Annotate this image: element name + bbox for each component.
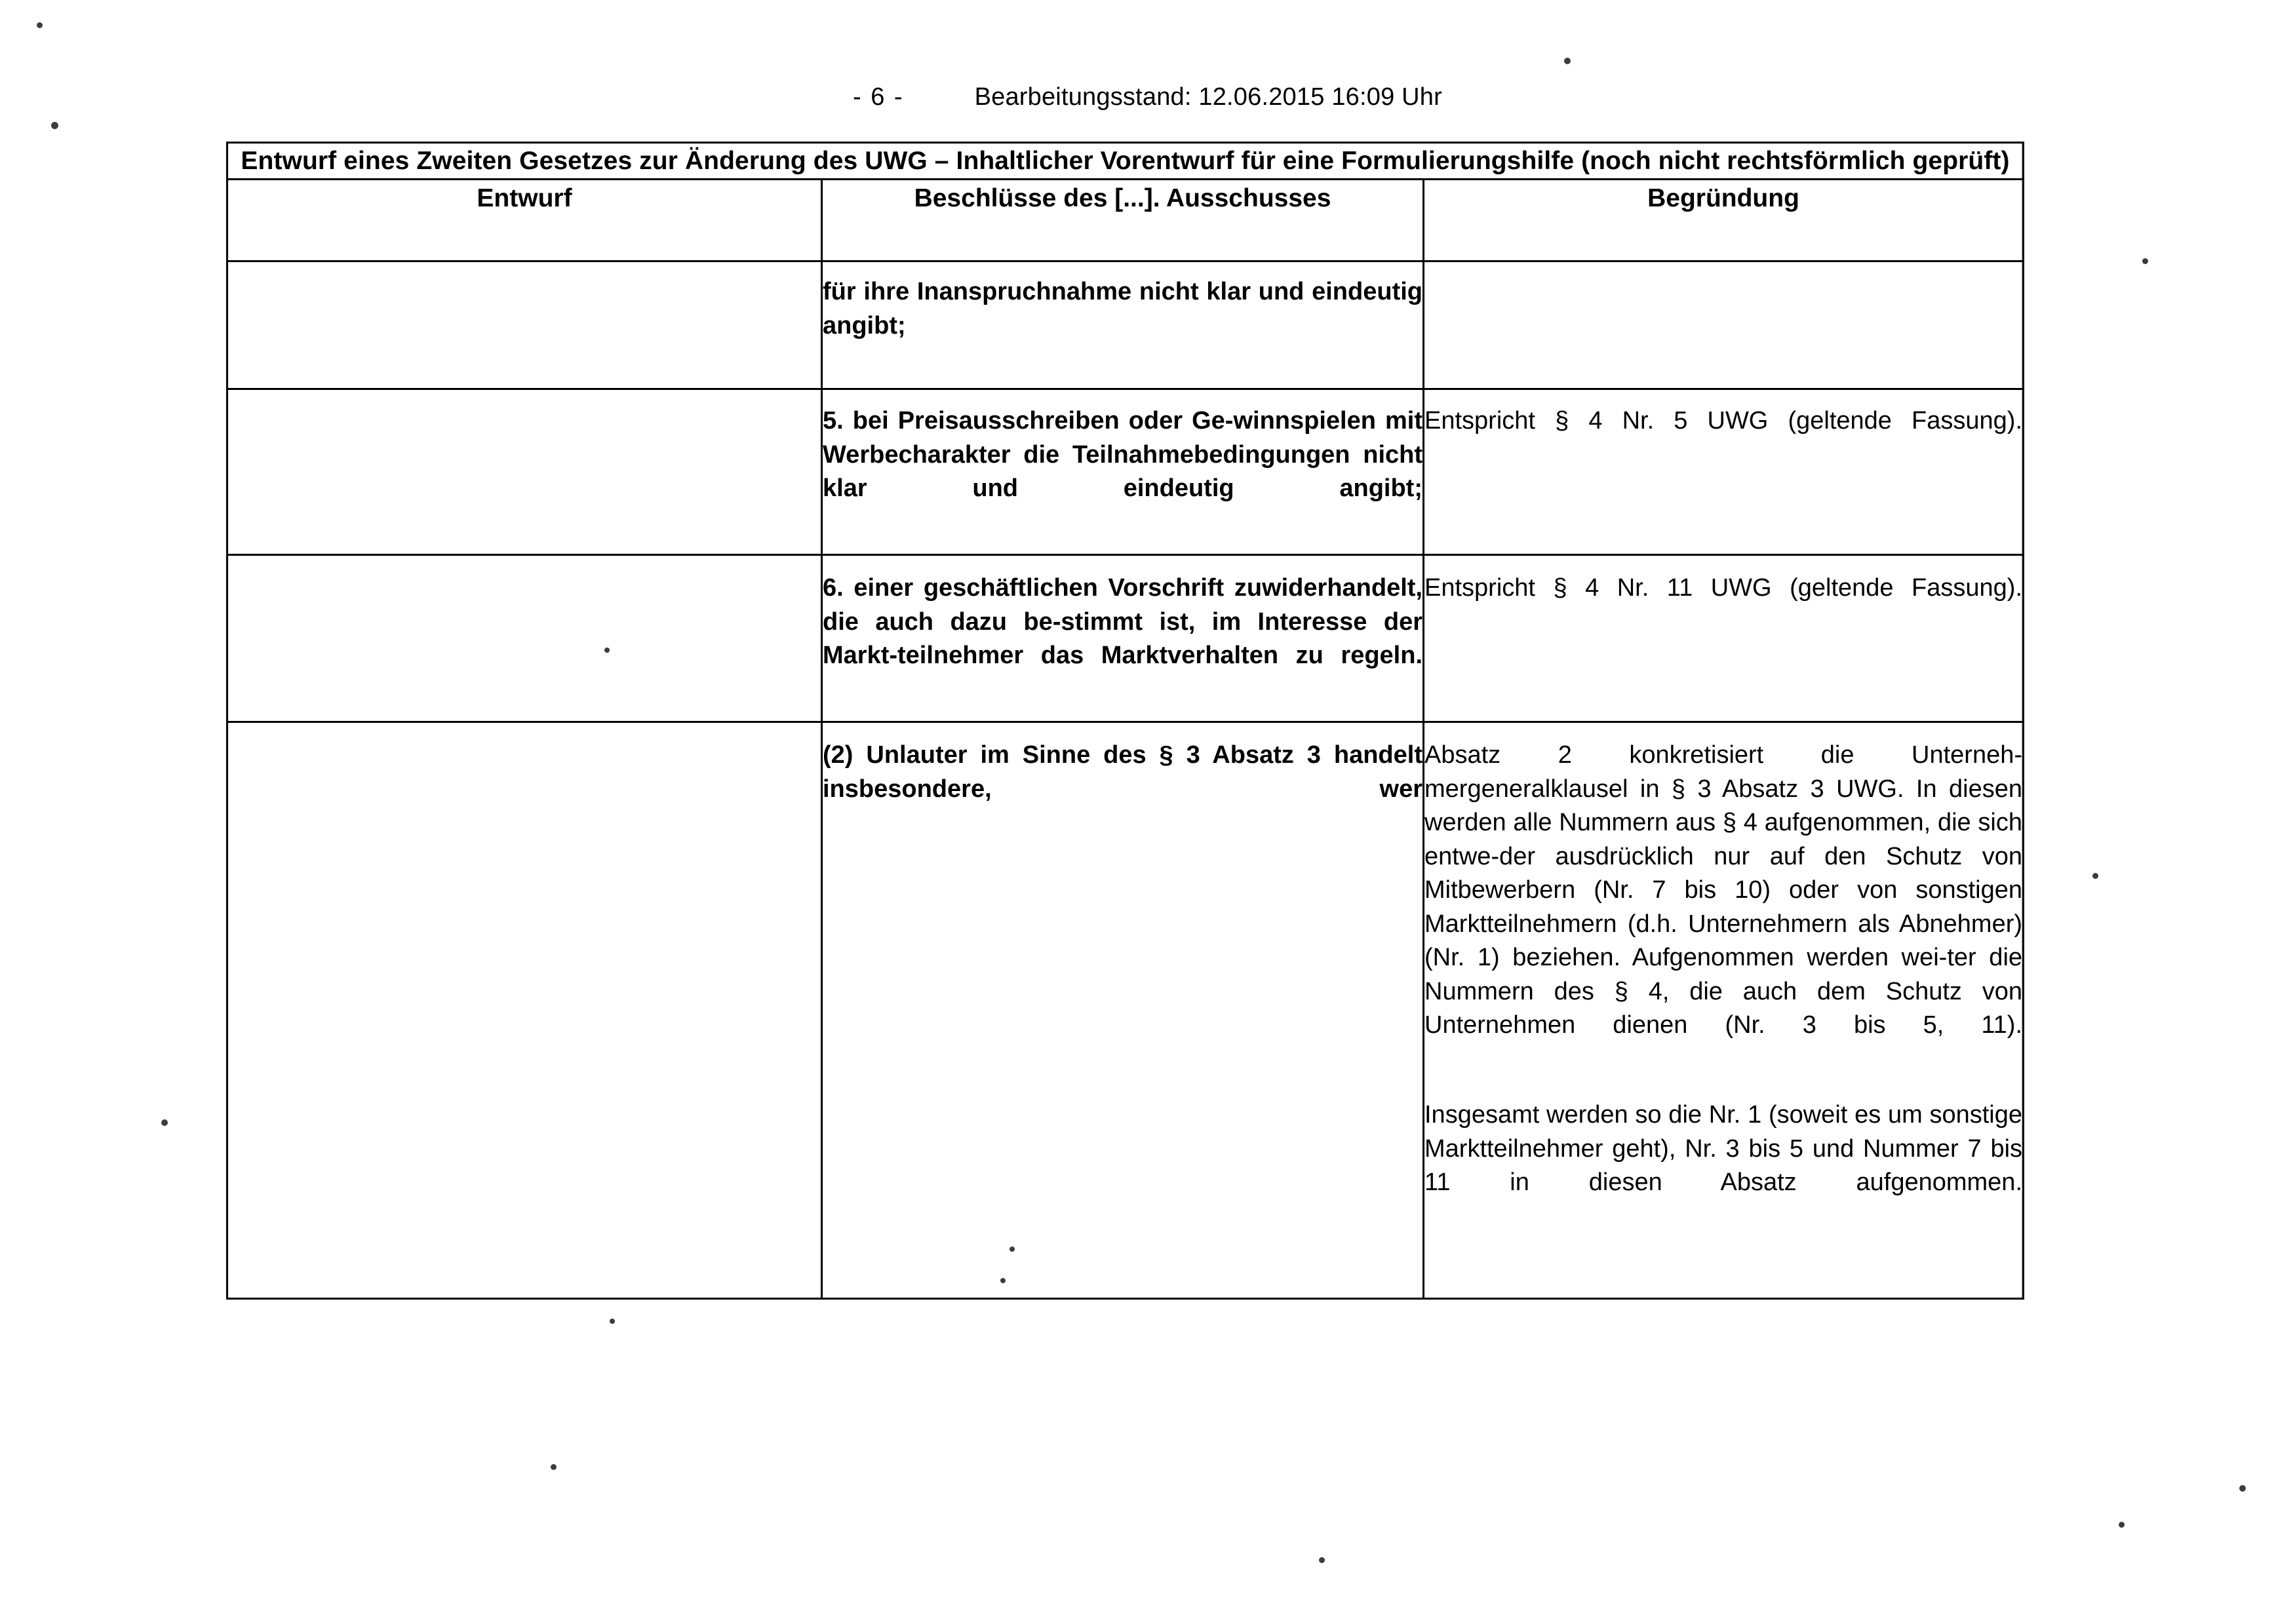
table-title-row [227,143,2024,180]
cell-begruendung [1424,555,2024,722]
synopsis-table [226,142,2024,1300]
scan-speck [551,1464,557,1470]
scan-speck [2092,873,2098,879]
cell-entwurf [227,555,822,722]
scan-speck [37,22,43,28]
cell-begruendung [1424,722,2024,1299]
page-header [0,77,2295,117]
table-row [227,722,2024,1299]
cell-entwurf [227,722,822,1299]
begruendung-text: Entspricht § 4 Nr. 11 UWG (geltende Fassung). [1424,574,2023,602]
beschluss-text: 5. bei Preisausschreiben oder Ge-winnspielen mit Werbecharakter die Teilnahmebedingungen nicht klar und eindeutig angibt; [823,407,1422,503]
document-title: Entwurf eines Zweiten Gesetzes zur Änderung des UWG – Inhaltlicher Vorentwurf für eine Formulierungshilfe (noch nicht rechtsförmlich geprüft) [241,147,2010,175]
column-header-begruendung [1424,180,2024,261]
begruendung-text-paragraph-2: Insgesamt werden so die Nr. 1 (soweit es um sonstige Marktteilnehmer geht), Nr. 3 bis 5 und Nummer 7 bis 11 in diesen Absatz aufgenommen. [1424,1101,2023,1197]
cell-beschluesse [822,722,1424,1299]
table-header-row [227,180,2024,261]
cell-entwurf [227,389,822,555]
scan-speck [1564,58,1571,64]
column-header-begruendung-label: Begründung [1647,184,1799,213]
cell-beschluesse [822,389,1424,555]
begruendung-text-paragraph-1: Absatz 2 konkretisiert die Unterneh-mergeneralklausel in § 3 Absatz 3 UWG. In diesen werden alle Nummern aus § 4 aufgenommen, die sich entwe-der ausdrücklich nur auf den Schutz von Mitbewerbern (Nr. 7 bis 10) oder von sonstigen Marktteilnehmern (d.h. Unternehmern als Abnehmer) (Nr. 1) beziehen. Aufgenommen werden wei-ter die Nummern des § 4, die auch dem Schutz von Unternehmen dienen (Nr. 3 bis 5, 11). [1424,741,2023,1039]
cell-begruendung [1424,389,2024,555]
table-title-cell [227,143,2024,180]
table-row [227,261,2024,389]
beschluss-text: für ihre Inanspruchnahme nicht klar und eindeutig angibt; [823,278,1422,339]
revision-status: Bearbeitungsstand: 12.06.2015 16:09 Uhr [974,83,1442,111]
cell-entwurf [227,261,822,389]
beschluss-text: 6. einer geschäftlichen Vorschrift zuwiderhandelt, die auch dazu be-stimmt ist, im Interesse der Markt-teilnehmer das Marktverhalten zu regeln. [823,574,1422,670]
scan-speck [51,122,58,129]
cell-beschluesse [822,261,1424,389]
scan-speck [1319,1557,1325,1563]
begruendung-text: Entspricht § 4 Nr. 5 UWG (geltende Fassung). [1424,407,2023,435]
scan-speck [2119,1522,2125,1528]
page-number: - 6 - [853,83,904,111]
column-header-beschluesse-label: Beschlüsse des [...]. Ausschusses [914,184,1331,213]
table-row [227,555,2024,722]
scan-speck [2239,1485,2246,1492]
scan-speck [2142,258,2148,264]
column-header-entwurf [227,180,822,261]
column-header-beschluesse [822,180,1424,261]
table-row [227,389,2024,555]
scan-speck [161,1119,168,1126]
column-header-entwurf-label: Entwurf [477,184,572,213]
beschluss-text: (2) Unlauter im Sinne des § 3 Absatz 3 handelt insbesondere, wer [823,741,1422,803]
cell-begruendung [1424,261,2024,389]
cell-beschluesse [822,555,1424,722]
scan-speck [610,1319,615,1324]
